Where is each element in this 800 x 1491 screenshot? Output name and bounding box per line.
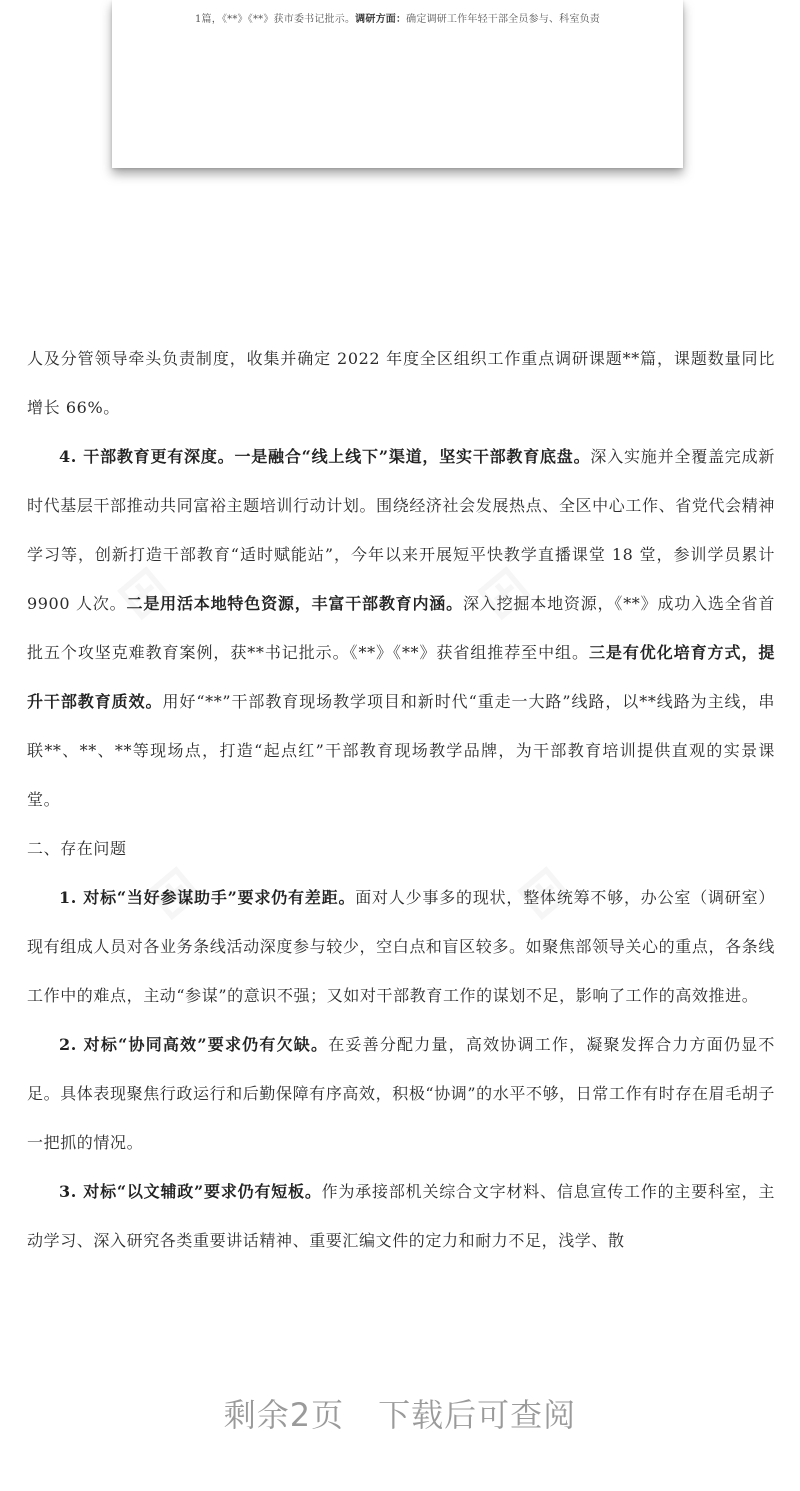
remaining-pages-notice[interactable] (0, 1390, 800, 1436)
paragraph-text: 用好“**”干部教育现场教学项目和新时代“重走一大路”线路，以**线路为主线，串联**、**、**等现场点，打造“起点红”干部教育现场教学品牌，为干部教育培训提供直观的实景课堂。 (27, 692, 775, 809)
paragraph-problem-2 (27, 1020, 775, 1167)
paragraph-problem-1 (27, 873, 775, 1020)
paragraph-bold-point: 三是有优化培育方式，提升干部教育质效。 (27, 643, 775, 711)
paragraph-continuation: 人及分管领导牵头负责制度，收集并确定 2022 年度全区组织工作重点调研课题**篇，课题数量同比增长 66%。 (27, 349, 775, 417)
paragraph-text: 面对人少事多的现状，整体统筹不够，办公室（调研室）现有组成人员对各业务条线活动深度参与较少，空白点和盲区较多。如聚焦部领导关心的重点，各条线工作中的难点，主动“参谋”的意识不强；又如对干部教育工作的谋划不足，影响了工作的高效推进。 (27, 888, 775, 1005)
paragraph-bold-point: 二是用活本地特色资源，丰富干部教育内涵。 (126, 594, 463, 613)
paragraph-text: 深入实施并全覆盖完成新时代基层干部推动共同富裕主题培训行动计划。围绕经济社会发展热点、全区中心工作、省党代会精神学习等，创新打造干部教育“适时赋能站”，今年以来开展短平快教学直播课堂 18 堂，参训学员累计 9900 人次。 (27, 447, 775, 613)
paragraph-bold-lead: 2. 对标“协同高效”要求仍有欠缺。 (59, 1035, 329, 1054)
download-to-view-label: 下载后可查阅 (378, 1396, 577, 1434)
preview-text-suffix: 确定调研工作年轻干部全员参与、科室负责 (406, 14, 600, 25)
section-heading: 二、存在问题 (27, 839, 127, 858)
paragraph-text: 深入挖掘本地资源，《**》成功入选全省首批五个攻坚克难教育案例，获**书记批示。《**》《**》获省组推荐至中组。 (27, 594, 775, 662)
paragraph-text: 在妥善分配力量，高效协调工作，凝聚发挥合力方面仍显不足。具体表现聚焦行政运行和后勤保障有序高效，积极“协调”的水平不够，日常工作有时存在眉毛胡子一把抓的情况。 (27, 1035, 775, 1152)
preview-page-card (112, 0, 683, 168)
preview-text-line (112, 10, 683, 25)
document-body (27, 334, 775, 1265)
paragraph-text: 作为承接部机关综合文字材料、信息宣传工作的主要科室，主动学习、深入研究各类重要讲话精神、重要汇编文件的定力和耐力不足，浅学、散 (27, 1182, 776, 1250)
remaining-pages-count: 剩余2页 (223, 1396, 345, 1434)
paragraph-cadre-education (27, 432, 775, 824)
paragraph-bold-lead: 1. 对标“当好参谋助手”要求仍有差距。 (59, 888, 356, 907)
paragraph-bold-lead: 4. 干部教育更有深度。一是融合“线上线下”渠道，坚实干部教育底盘。 (59, 447, 591, 466)
paragraph-bold-lead: 3. 对标“以文辅政”要求仍有短板。 (59, 1182, 322, 1201)
preview-text-prefix: 1篇，《**》《**》获市委书记批示。 (195, 14, 356, 25)
preview-text-bold: 调研方面： (355, 14, 407, 25)
paragraph-problem-3 (27, 1167, 775, 1265)
